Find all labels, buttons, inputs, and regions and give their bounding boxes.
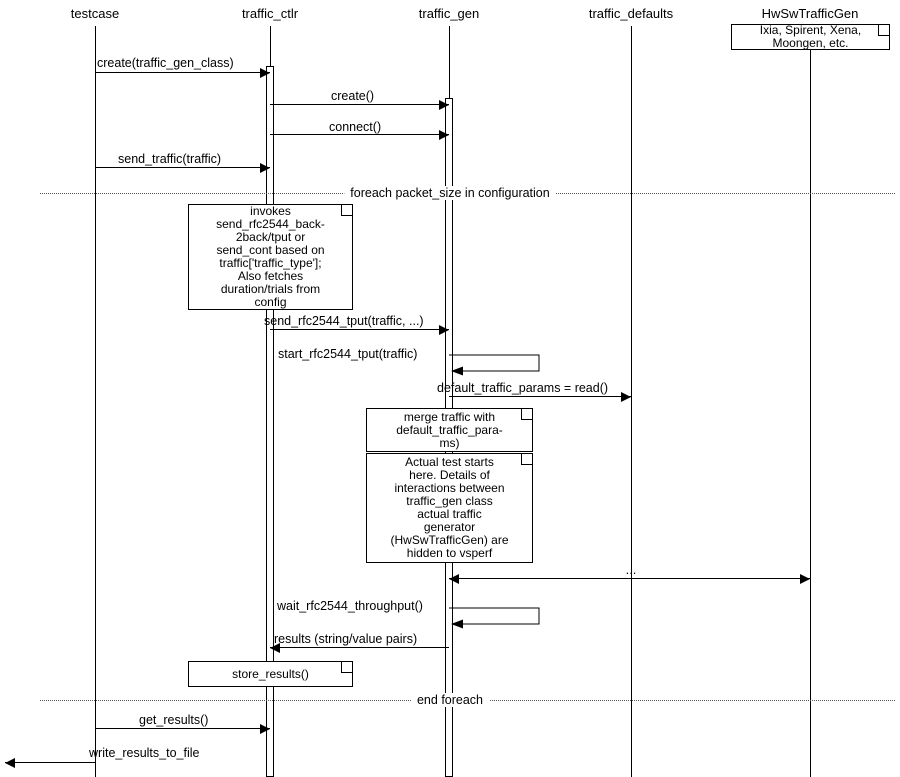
note-text-2 <box>390 456 508 560</box>
message-line-0 <box>95 72 270 73</box>
note-line: Also fetches <box>237 269 304 283</box>
bidirectional-message-ellipsis: ... <box>625 562 637 577</box>
note-line: hidden to vsperf <box>406 546 493 560</box>
note-line: traffic_gen class <box>406 494 493 508</box>
self-call-arrow-icon <box>449 606 551 634</box>
message-line-6 <box>270 647 449 648</box>
lifeline-axis-HwSwTrafficGen <box>810 26 811 777</box>
note-line: 2back/tput or <box>235 230 306 244</box>
note-text-0 <box>216 205 325 309</box>
note-fold-icon <box>341 662 352 673</box>
message-line-2 <box>270 134 449 135</box>
lifeline-axis-testcase <box>95 26 96 777</box>
note-0 <box>188 204 353 310</box>
message-line-8 <box>5 762 95 763</box>
message-arrowhead-2 <box>439 130 449 140</box>
note-fold-icon <box>521 454 532 465</box>
lifeline-header-testcase: testcase <box>70 6 120 21</box>
lifeline-header-HwSwTrafficGen: HwSwTrafficGen <box>761 6 859 21</box>
self-message-label-0: start_rfc2544_tput(traffic) <box>278 347 418 361</box>
message-arrowhead-1 <box>439 100 449 110</box>
message-label-4: send_rfc2544_tput(traffic, ...) <box>264 314 424 328</box>
note-line: interactions between <box>394 481 505 495</box>
message-line-7 <box>95 728 270 729</box>
lifeline-header-traffic_ctlr: traffic_ctlr <box>241 6 299 21</box>
note-line: send_rfc2544_back- <box>216 217 325 231</box>
note-text-3 <box>232 668 309 681</box>
message-line-3 <box>95 167 270 168</box>
note-3 <box>188 661 353 687</box>
head-note-text: Ixia, Spirent, Xena, Moongen, etc. <box>759 23 862 50</box>
message-arrowhead-0 <box>260 68 270 78</box>
note-line: (HwSwTrafficGen) are <box>390 533 509 547</box>
note-line: merge traffic with <box>403 409 496 424</box>
note-line: config <box>254 295 287 309</box>
note-line: traffic['traffic_type']; <box>219 256 322 270</box>
lifeline-header-traffic_gen: traffic_gen <box>418 6 480 21</box>
self-call-arrow-icon <box>449 353 551 381</box>
note-line: duration/trials from <box>220 282 321 296</box>
message-arrowhead-7 <box>260 724 270 734</box>
message-line-1 <box>270 104 449 105</box>
message-arrowhead-3 <box>260 163 270 173</box>
message-label-8: write_results_to_file <box>89 746 200 760</box>
head-note-vendors <box>731 24 890 50</box>
fragment-label-0: foreach packet_size in configuration <box>344 186 555 200</box>
note-fold-icon <box>878 25 889 36</box>
bidirectional-arrowhead-right <box>800 574 810 584</box>
message-label-5: default_traffic_params = read() <box>437 381 609 395</box>
note-line: invokes <box>250 204 291 218</box>
message-line-5 <box>449 396 631 397</box>
fragment-label-1: end foreach <box>411 693 489 707</box>
bidirectional-message-line <box>449 578 810 579</box>
message-line-4 <box>270 329 449 330</box>
self-message-0 <box>449 353 551 381</box>
note-line: ms) <box>439 435 460 450</box>
note-line: actual traffic <box>417 507 482 521</box>
message-arrowhead-5 <box>621 392 631 402</box>
note-line: default_traffic_para- <box>396 422 503 437</box>
message-label-2: connect() <box>329 120 382 134</box>
self-message-1 <box>449 606 551 634</box>
message-label-0: create(traffic_gen_class) <box>97 56 234 70</box>
note-text-1 <box>396 411 503 450</box>
message-arrowhead-8 <box>5 758 15 768</box>
message-label-3: send_traffic(traffic) <box>118 152 222 166</box>
lifeline-axis-traffic_defaults <box>631 26 632 777</box>
message-label-6: results (string/value pairs) <box>274 632 418 646</box>
lifeline-header-traffic_defaults: traffic_defaults <box>588 6 674 21</box>
note-2 <box>366 453 533 563</box>
message-label-1: create() <box>331 89 375 103</box>
note-line: store_results() <box>232 666 309 681</box>
note-line: here. Details of <box>409 468 490 482</box>
note-fold-icon <box>341 205 352 216</box>
note-1 <box>366 408 533 452</box>
note-line: Actual test starts <box>405 455 494 469</box>
note-line: generator <box>423 520 476 534</box>
note-line: send_cont based on <box>216 243 325 257</box>
message-label-7: get_results() <box>139 713 209 727</box>
message-arrowhead-4 <box>439 325 449 335</box>
self-message-label-1: wait_rfc2544_throughput() <box>277 599 423 613</box>
bidirectional-arrowhead-left <box>449 574 459 584</box>
note-fold-icon <box>521 409 532 420</box>
